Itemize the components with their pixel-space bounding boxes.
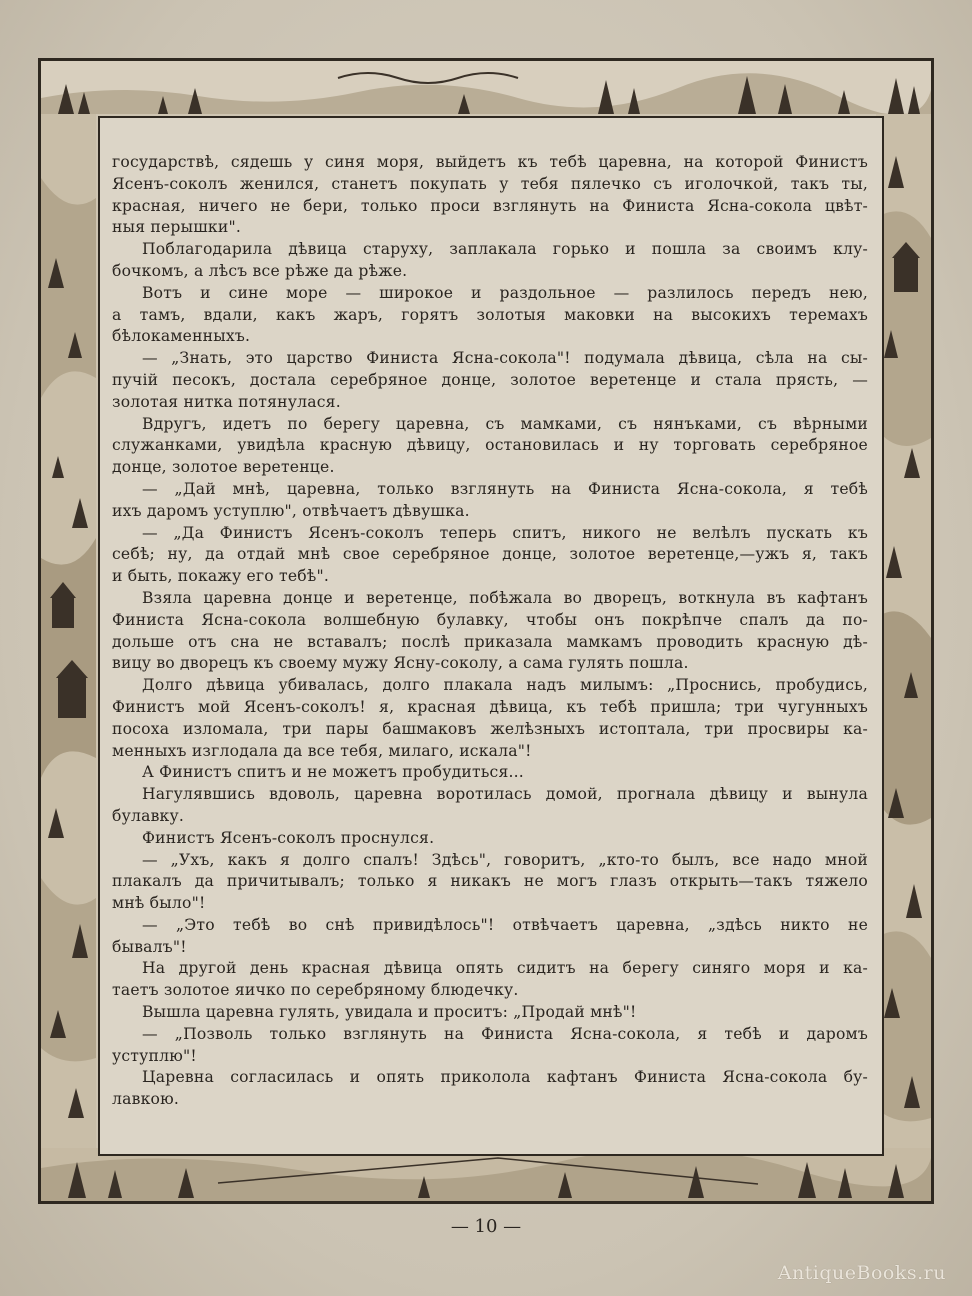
- text-line: бѣлокаменныхъ.: [112, 327, 251, 346]
- text-line: дольше отъ сна не вставалъ; послѣ приказала мамкамъ проводить красную дѣ-: [112, 632, 868, 651]
- text-line: донце, золотое веретенце.: [112, 458, 335, 477]
- text-line: менныхъ изглодала да все тебя, милаго, искала"!: [112, 741, 532, 760]
- text-line: вицу во дворецъ къ своему мужу Ясну-соколу, а сама гулять пошла.: [112, 654, 689, 673]
- text-line: пучій песокъ, достала серебряное донце, золотое веретенце и стала прясть, —: [112, 370, 868, 389]
- text-line: — „Ухъ, какъ я долго спалъ! Здѣсь", говоритъ, „кто-то былъ, все надо мной: [142, 850, 868, 869]
- text-line: А Финистъ спитъ и не можетъ пробудиться...: [142, 763, 524, 782]
- text-line: Царевна согласилась и опять приколола кафтанъ Финиста Ясна-сокола бу-: [142, 1068, 868, 1087]
- text-line: плакалъ да причитывалъ; только я никакъ не могъ глазъ открыть—такъ тяжело: [112, 872, 868, 891]
- text-line: и быть, покажу его тебѣ".: [112, 567, 330, 586]
- text-line: Поблагодарила дѣвица старуху, заплакала горько и пошла за своимъ клу-: [142, 240, 868, 259]
- text-line: Долго дѣвица убивалась, долго плакала надъ милымъ: „Проснись, пробудись,: [142, 676, 868, 695]
- text-line: булавку.: [112, 806, 185, 825]
- text-line: мнѣ было"!: [112, 894, 206, 913]
- text-line: Нагулявшись вдоволь, царевна воротилась домой, прогнала дѣвицу и вынула: [142, 785, 868, 804]
- text-line: Финистъ Ясенъ-соколъ проснулся.: [142, 828, 435, 847]
- text-line: — „Знать, это царство Финиста Ясна-сокола"! подумала дѣвица, сѣла на сы-: [142, 349, 868, 368]
- text-line: Взяла царевна донце и веретенце, побѣжала во дворецъ, воткнула въ кафтанъ: [142, 588, 868, 607]
- text-line: бывалъ"!: [112, 937, 187, 956]
- text-line: а тамъ, вдали, какъ жаръ, горятъ золотыя маковки на высокихъ теремахъ: [112, 305, 868, 324]
- text-line: ихъ даромъ уступлю", отвѣчаетъ дѣвушка.: [112, 501, 470, 520]
- text-line: красная, ничего не бери, только проси взглянуть на Финиста Ясна-сокола цвѣт-: [112, 196, 868, 215]
- text-line: таетъ золотое яичко по серебряному блюдечку.: [112, 981, 519, 1000]
- text-line: На другой день красная дѣвица опять сидитъ на берегу синяго моря и ка-: [142, 959, 868, 978]
- text-line: себѣ; ну, да отдай мнѣ свое серебряное донце, золотое веретенце,—ужъ я, такъ: [112, 545, 868, 564]
- text-line: Финиста Ясна-сокола волшебную булавку, чтобы онъ покрѣпче спалъ да по-: [112, 610, 868, 629]
- text-line: бочкомъ, а лѣсъ все рѣже да рѣже.: [112, 261, 408, 280]
- text-line: государствѣ, сядешь у синя моря, выйдетъ къ тебѣ царевна, на которой Финистъ: [112, 153, 868, 171]
- text-line: Вышла царевна гулять, увидала и проситъ: „Продай мнѣ"!: [142, 1003, 637, 1022]
- text-line: — „Позволь только взглянуть на Финиста Ясна-сокола, я тебѣ и даромъ: [142, 1024, 868, 1043]
- watermark: AntiqueBooks.ru: [777, 1262, 946, 1284]
- text-line: посоха изломала, три пары башмаковъ желѣзныхъ истоптала, три просвиры ка-: [112, 719, 868, 738]
- text-line: — „Да Финистъ Ясенъ-соколъ теперь спитъ, никого не велѣлъ пускать къ: [142, 523, 868, 542]
- text-line: золотая нитка потянулася.: [112, 392, 341, 411]
- text-line: Финистъ мой Ясенъ-соколъ! я, красная дѣвица, къ тебѣ пришла; три чугунныхъ: [112, 697, 868, 716]
- text-line: — „Дай мнѣ, царевна, только взглянуть на Финиста Ясна-сокола, я тебѣ: [142, 479, 868, 498]
- text-line: лавкою.: [112, 1090, 180, 1109]
- text-line: Вотъ и сине море — широкое и раздольное — разлилось передъ нею,: [142, 283, 868, 302]
- page-number: — 10 —: [450, 1216, 522, 1237]
- text-line: ныя перышки".: [112, 218, 241, 237]
- text-line: Ясенъ-соколъ женился, станетъ покупать у тебя пялечко съ иголочкой, такъ ты,: [112, 174, 868, 193]
- text-line: служанками, увидѣла красную дѣвицу, остановилась и ну торговать серебряное: [112, 436, 868, 455]
- text-line: уступлю"!: [112, 1046, 197, 1065]
- text-line: Вдругъ, идетъ по берегу царевна, съ мамками, съ нянъками, съ вѣрными: [142, 414, 868, 433]
- story-text: [112, 152, 868, 1111]
- text-line: — „Это тебѣ во снѣ привидѣлось"! отвѣчаетъ царевна, „здѣсь никто не: [142, 915, 868, 934]
